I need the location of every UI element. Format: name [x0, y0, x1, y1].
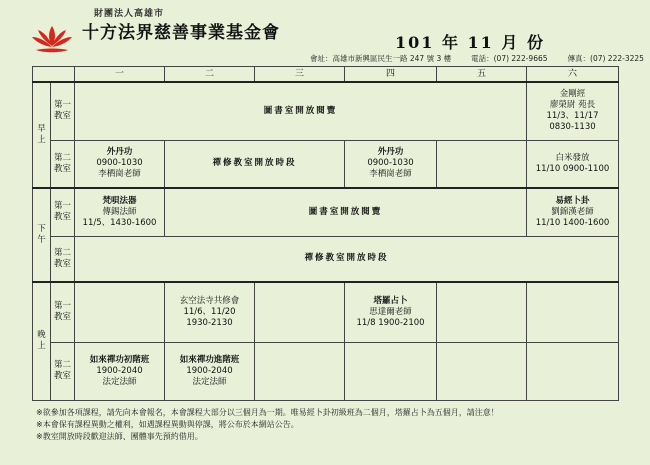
evening-room2-thu — [345, 342, 437, 400]
evening-room1-sat — [527, 282, 619, 342]
day-tue: 二 — [165, 67, 255, 83]
day-sat: 六 — [527, 67, 619, 83]
evening-room1-mon — [75, 282, 165, 342]
schedule-table — [32, 66, 619, 401]
evening-room1-fri — [437, 282, 527, 342]
evening-room2-wed — [255, 342, 345, 400]
room2-label: 第二教室 — [51, 236, 75, 282]
period-afternoon: 下 午 — [33, 188, 51, 282]
address: 會址：高雄市新興區民生一路 247 號 3 樓 — [310, 54, 452, 63]
org-name: 十方法界慈善事業基金會 — [82, 23, 280, 43]
note-line: ※本會保有課程異動之權利，如遇課程異動與停課，將公布於本網站公告。 — [36, 420, 299, 429]
evening-room2-fri — [437, 342, 527, 400]
period-morning: 早 上 — [33, 82, 51, 188]
evening-room1-wed — [255, 282, 345, 342]
contact-info — [310, 53, 650, 64]
evening-room2-tue: 如來禪功進階班 1900-2040 法定法師 — [165, 342, 255, 400]
evening-room1-thu: 塔羅占卜 思達爾老師 11/8 1900-2100 — [345, 282, 437, 342]
morning-room2-sat: 白米發放 11/10 0900-1100 — [527, 140, 619, 188]
lotus-logo-icon — [30, 22, 74, 56]
afternoon-room2-meditation: 禪修教室開放時段 — [75, 236, 619, 282]
room1-label: 第一教室 — [51, 188, 75, 236]
room1-label: 第一教室 — [51, 282, 75, 342]
day-mon: 一 — [75, 67, 165, 83]
morning-room1-sat: 金剛經 廖榮尉 苑長 11/3、11/17 0830-1130 — [527, 82, 619, 140]
evening-room1-tue: 玄空法寺共修會 11/6、11/20 1930-2130 — [165, 282, 255, 342]
note-line: ※欲參加各項課程，請先向本會報名，本會課程大部分以三個月為一期。唯易經卜卦初級班為二個月，塔羅占卜為五個月，請注意！ — [36, 408, 499, 417]
corner-cell — [33, 67, 75, 83]
room1-label: 第一教室 — [51, 82, 75, 140]
phone: 電話：(07) 222-9665 — [471, 54, 548, 63]
org-subtitle: 財團法人高雄市 — [94, 9, 165, 19]
day-fri: 五 — [437, 67, 527, 83]
morning-room2-mon: 外丹功 0900-1030 李栖崗老師 — [75, 140, 165, 188]
morning-room1-library: 圖書室開放閱覽 — [75, 82, 527, 140]
room2-label: 第二教室 — [51, 140, 75, 188]
evening-room2-sat — [527, 342, 619, 400]
morning-room2-thu: 外丹功 0900-1030 李栖崗老師 — [345, 140, 437, 188]
note-line: ※教室開放時段歡迎法師、團體事先預約借用。 — [36, 432, 203, 441]
day-thu: 四 — [345, 67, 437, 83]
period-evening: 晚 上 — [33, 282, 51, 400]
morning-room2-fri — [437, 140, 527, 188]
month-title: 101 年 11 月 份 — [395, 33, 545, 52]
day-wed: 三 — [255, 67, 345, 83]
afternoon-room1-library: 圖書室開放閱覽 — [165, 188, 527, 236]
notes — [36, 407, 499, 443]
header — [0, 0, 650, 66]
fax: 傳真：(07) 222-3225 — [567, 54, 644, 63]
morning-room2-meditation: 禪修教室開放時段 — [165, 140, 345, 188]
evening-room2-mon: 如來禪功初階班 1900-2040 法定法師 — [75, 342, 165, 400]
afternoon-room1-sat: 易經卜卦 劉錦漢老師 11/10 1400-1600 — [527, 188, 619, 236]
room2-label: 第二教室 — [51, 342, 75, 400]
afternoon-room1-mon: 梵唄法器 傳錫法師 11/5、1430-1600 — [75, 188, 165, 236]
